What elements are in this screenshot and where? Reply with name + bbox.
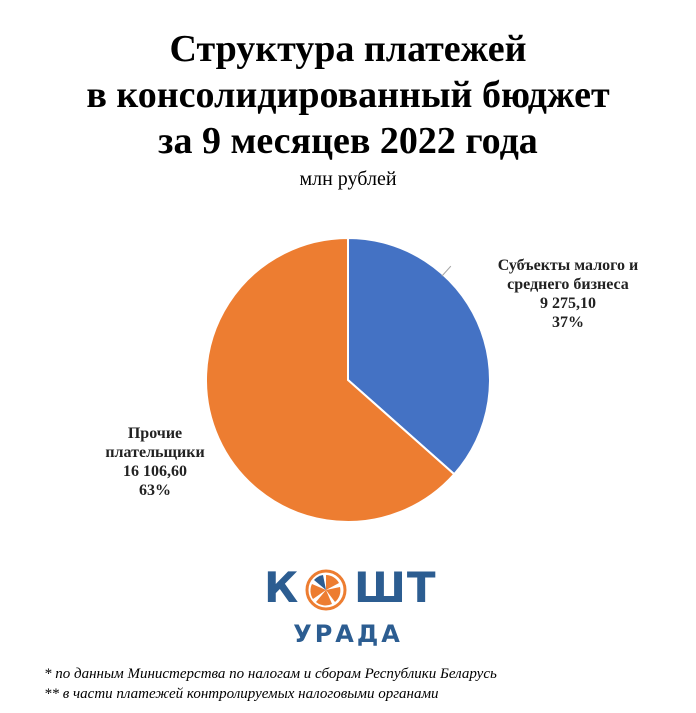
data-label-other: [90, 424, 220, 500]
footnote-2: ** в части платежей контролируемых налоговыми органами: [44, 686, 439, 702]
logo-subtitle: УРАДА: [293, 620, 403, 648]
label-other-value: 16 106,60: [123, 463, 187, 480]
footnotes: [44, 664, 497, 704]
logo-coin-icon: [304, 568, 348, 612]
footnote-1: * по данным Министерства по налогам и сборам Республики Беларусь: [44, 666, 497, 682]
chart-subtitle: млн рублей: [299, 168, 397, 190]
label-sme-value: 9 275,10: [540, 295, 596, 312]
title-line-1: Структура платежей: [169, 28, 527, 70]
title-line-3: за 9 месяцев 2022 года: [158, 120, 538, 162]
label-sme-percent: 37%: [552, 314, 584, 331]
logo-letters-sht: ШТ: [354, 563, 437, 612]
leader-line-sme: [442, 266, 451, 276]
title-line-2: в консолидированный бюджет: [86, 74, 610, 116]
data-label-sme: [478, 256, 658, 332]
label-other-line-1: Прочие: [127, 425, 183, 442]
label-other-percent: 63%: [139, 482, 171, 499]
logo-wordmark: [262, 563, 437, 612]
label-sme-line-2: среднего бизнеса: [507, 276, 629, 293]
label-sme-line-1: Субъекты малого и: [497, 257, 639, 274]
logo: [262, 563, 437, 656]
label-other-line-2: плательщики: [105, 444, 205, 461]
logo-letter-k: К: [264, 563, 300, 612]
